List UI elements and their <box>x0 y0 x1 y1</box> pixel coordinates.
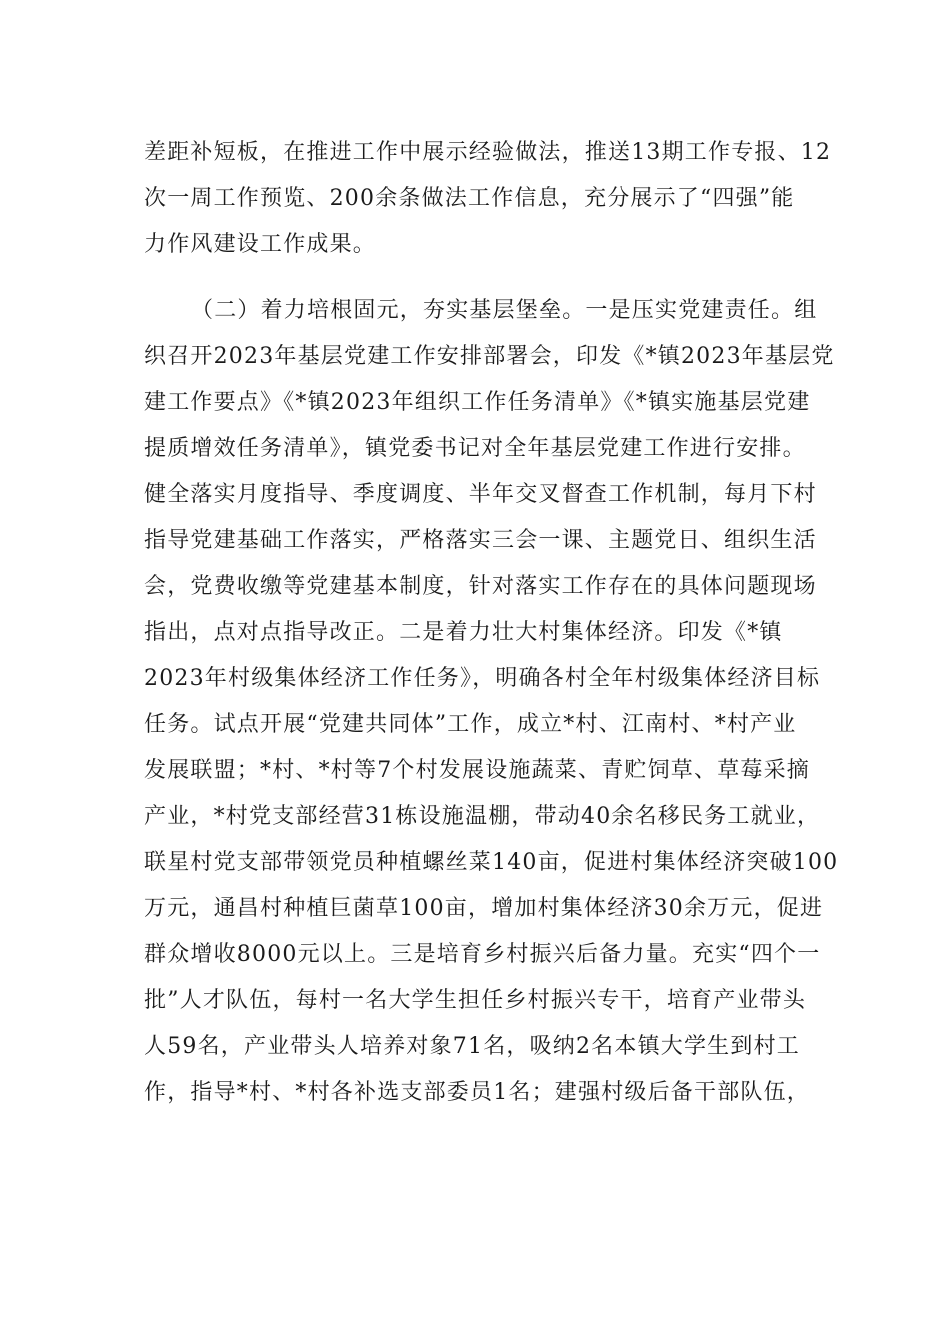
text-line: 会，党费收缴等党建基本制度，针对落实工作存在的具体问题现场 <box>144 574 817 599</box>
text-line: 次一周工作预览、200余条做法工作信息，充分展示了“四强”能 <box>144 186 795 211</box>
text-line: 织召开2023年基层党建工作安排部署会，印发《*镇2023年基层党 <box>144 344 835 369</box>
text-line: 建工作要点》《*镇2023年组织工作任务清单》《*镇实施基层党建 <box>144 390 811 415</box>
text-line: 产业，*村党支部经营31栋设施温棚，带动40余名移民务工就业， <box>144 804 821 829</box>
text-line: 群众增收8000元以上。三是培育乡村振兴后备力量。充实“四个一 <box>144 942 821 967</box>
text-line: 联星村党支部带领党员种植螺丝菜140亩，促进村集体经济突破100 <box>144 850 839 875</box>
text-line: 万元，通昌村种植巨菌草100亩，增加村集体经济30余万元，促进 <box>144 896 824 921</box>
text-line: 提质增效任务清单》，镇党委书记对全年基层党建工作进行安排。 <box>144 436 806 461</box>
text-line: 健全落实月度指导、季度调度、半年交叉督查工作机制，每月下村 <box>144 482 817 507</box>
text-line: 指出，点对点指导改正。二是着力壮大村集体经济。印发《*镇 <box>144 620 783 645</box>
text-line: 人59名，产业带头人培养对象71名，吸纳2名本镇大学生到村工 <box>144 1034 800 1059</box>
text-line: 发展联盟；*村、*村等7个村发展设施蔬菜、青贮饲草、草莓采摘 <box>144 758 810 783</box>
text-line: 2023年村级集体经济工作任务》，明确各村全年村级集体经济目标 <box>144 666 821 691</box>
section-heading-line: （二）着力培根固元，夯实基层堡垒。一是压实党建责任。组 <box>191 298 818 323</box>
text-line: 力作风建设工作成果。 <box>144 232 377 257</box>
text-line: 指导党建基础工作落实，严格落实三会一课、主题党日、组织生活 <box>144 528 817 553</box>
text-line: 批”人才队伍，每村一名大学生担任乡村振兴专干，培育产业带头 <box>144 988 807 1013</box>
text-line: 任务。试点开展“党建共同体”工作，成立*村、江南村、*村产业 <box>144 712 797 737</box>
text-line: 差距补短板，在推进工作中展示经验做法，推送13期工作专报、12 <box>144 140 832 165</box>
text-line: 作，指导*村、*村各补选支部委员1名；建强村级后备干部队伍， <box>144 1080 810 1105</box>
